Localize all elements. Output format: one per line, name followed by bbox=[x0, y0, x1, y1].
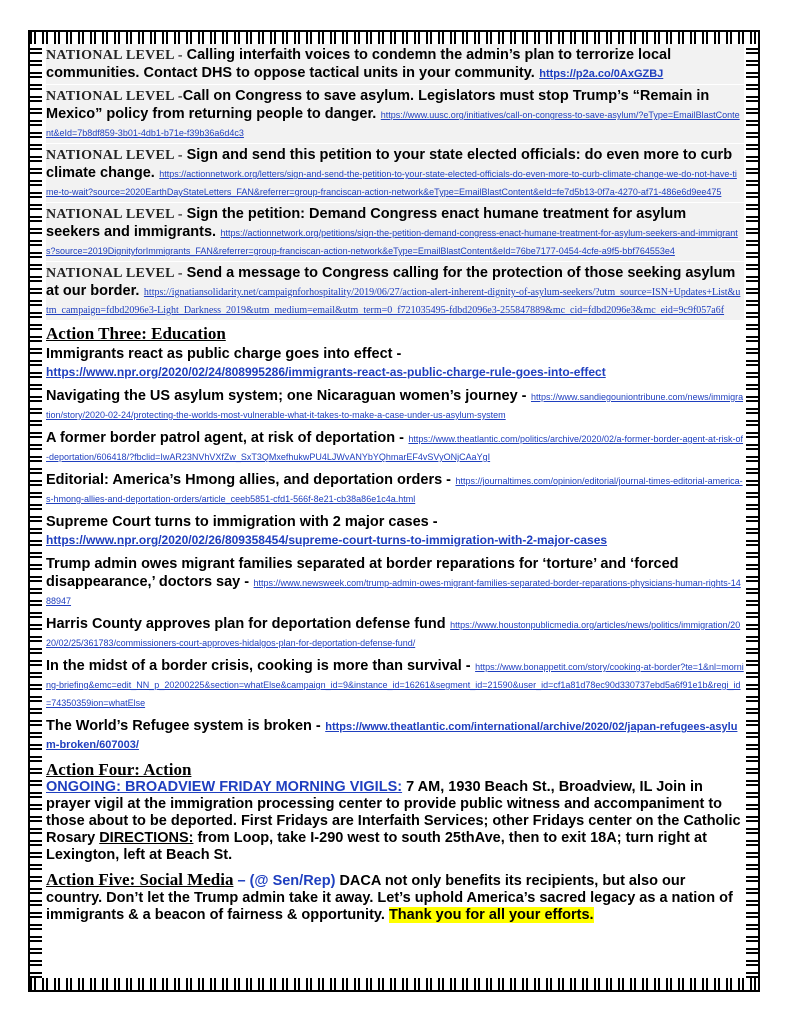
decorative-border-bottom bbox=[30, 978, 758, 990]
national-item-link[interactable]: https://www.uusc.org/initiatives/call-on-congress-to-save-asylum/?eType=EmailBlastContent&eId=7b8df859-3b01-4db1-b71e-f39b36a6d4c3 bbox=[46, 110, 740, 138]
education-item bbox=[46, 427, 744, 469]
national-level-label: NATIONAL LEVEL - bbox=[46, 148, 187, 163]
national-item-text: Sign and send this petition to your state elected officials: do even more to curb climate change. bbox=[46, 147, 733, 181]
education-item bbox=[46, 385, 744, 427]
national-level-label: NATIONAL LEVEL - bbox=[46, 266, 187, 281]
decorative-border-left bbox=[30, 44, 42, 978]
education-item-link[interactable]: https://www.newsweek.com/trump-admin-owes-migrant-families-separated-border-reparations-physicians-human-rights-1488947 bbox=[46, 578, 741, 606]
education-item bbox=[46, 715, 744, 757]
decorative-border-top bbox=[30, 32, 758, 44]
education-item-text: Navigating the US asylum system; one Nicaraguan women’s journey - bbox=[46, 388, 527, 404]
education-item-text: Editorial: America’s Hmong allies, and deportation orders - bbox=[46, 472, 452, 488]
education-item-text: Supreme Court turns to immigration with 2 major cases - bbox=[46, 514, 438, 530]
education-item-link[interactable]: https://www.npr.org/2020/02/24/808995286/immigrants-react-as-public-charge-rule-goes-into-effect bbox=[46, 365, 606, 379]
national-item-text: Send a message to Congress calling for the protection of those seeking asylum at our border. bbox=[46, 265, 736, 299]
national-item bbox=[46, 203, 744, 262]
education-item-text: Harris County approves plan for deportation defense fund bbox=[46, 616, 446, 632]
national-item bbox=[46, 262, 744, 321]
education-item-text: A former border patrol agent, at risk of deportation - bbox=[46, 430, 404, 446]
action-four-heading: Action Four: Action bbox=[46, 760, 192, 779]
action-five-dash: – bbox=[233, 873, 250, 889]
national-level-list bbox=[46, 44, 744, 321]
directions-label: DIRECTIONS: bbox=[99, 830, 194, 846]
education-item-text: The World’s Refugee system is broken - bbox=[46, 718, 321, 734]
national-item-text: Sign the petition: Demand Congress enact humane treatment for asylum seekers and immigrants. bbox=[46, 206, 687, 240]
education-item-link[interactable]: https://www.bonappetit.com/story/cooking-at-border?te=1&nl=morning-briefing&emc=edit_NN_p_20200225&section=whatElse&campaign_id=9&instance_id=16261&segment_id=21590&user_id=cf1a81d78ec90d330737ebd5a6f91e1b&regi_id=74350359ion=whatElse bbox=[46, 662, 744, 708]
education-item-link[interactable]: https://www.houstonpublicmedia.org/articles/news/politics/immigration/2020/02/25/361783/commissioners-court-approves-hidalgos-plan-for-deportation-defense-fund/ bbox=[46, 620, 741, 648]
action-five-paragraph bbox=[46, 870, 744, 924]
action-five-heading: Action Five: Social Media bbox=[46, 870, 234, 889]
vigil-title-link[interactable]: ONGOING: BROADVIEW FRIDAY MORNING VIGILS: bbox=[46, 779, 403, 795]
national-item bbox=[46, 44, 744, 85]
national-item-link[interactable]: https://actionnetwork.org/petitions/sign-the-petition-demand-congress-enact-humane-treatment-for-asylum-seekers-and-immigrants?source=2019DignityforImmigrants_FAN&referrer=group-franciscan-action-network&eType=EmailBlastContent&eId=76be7177-0454-4cfe-a9f5-bbf764553e4 bbox=[46, 228, 738, 256]
education-item bbox=[46, 343, 744, 385]
action-three-heading: Action Three: Education bbox=[46, 324, 226, 343]
national-item-text: Call on Congress to save asylum. Legislators must stop Trump’s “Remain in Mexico” policy from returning people to danger. bbox=[46, 88, 710, 122]
national-item bbox=[46, 85, 744, 144]
national-item-link[interactable]: https://ignatiansolidarity.net/campaignforhospitality/2019/06/27/action-alert-inherent-dignity-of-asylum-seekers/?utm_source=ISN+Updates+List&utm_campaign=fdbd2096e3-Light_Darkness_2019&utm_medium=email&utm_term=0_f721035495-fdbd2096e3-255847889&mc_cid=fdbd2096e3&mc_eid=9c9f057a6f bbox=[46, 287, 741, 316]
decorative-border-right bbox=[746, 44, 758, 978]
vigil-paragraph bbox=[46, 779, 744, 864]
directions-text: from Loop, take I-290 west to south 25thAve, then to exit 18A; turn right at Lexington, left at Beach St. bbox=[46, 830, 707, 863]
national-item-link[interactable]: https://actionnetwork.org/letters/sign-and-send-the-petition-to-your-state-elected-officials-do-even-more-to-curb-climate-change-we-do-not-have-time-to-wait?source=2020EarthDayStateLetters_FAN&referrer=group-franciscan-action-network&eType=EmailBlastContent&eId=fe7d5b13-0f7a-4270-af71-486e6d9ee475 bbox=[46, 169, 737, 197]
vigil-text: 7 AM, 1930 Beach St., Broadview, IL Join in prayer vigil at the immigration processing center to provide public witness and accompaniment to those about to be deported. First Fridays are Interfaith Services; other Fridays center on the Catholic Rosary bbox=[46, 779, 741, 846]
education-item bbox=[46, 655, 744, 715]
education-item bbox=[46, 553, 744, 613]
document-content bbox=[46, 44, 744, 924]
education-item-text: Trump admin owes migrant families separated at border reparations for ‘torture’ and ‘forced disappearance,’ doctors say - bbox=[46, 556, 679, 590]
education-item-link[interactable]: https://www.npr.org/2020/02/26/809358454/supreme-court-turns-to-immigration-with-2-major-cases bbox=[46, 533, 608, 547]
education-item bbox=[46, 511, 744, 553]
national-item bbox=[46, 144, 744, 203]
education-item-link[interactable]: https://www.theatlantic.com/international/archive/2020/02/japan-refugees-asylum-broken/607003/ bbox=[46, 721, 738, 751]
education-item-link[interactable]: https://www.theatlantic.com/politics/archive/2020/02/a-former-border-agent-at-risk-of-deportation/606418/?fbclid=IwAR23NVhVXfZw_SxT3QMxefhukwPU4LJWvANYbYQhmarEF4vSVyONjCAaYgI bbox=[46, 434, 744, 462]
education-item bbox=[46, 469, 744, 511]
education-item-text: In the midst of a border crisis, cooking is more than survival - bbox=[46, 658, 471, 674]
national-level-label: NATIONAL LEVEL - bbox=[46, 48, 187, 63]
national-level-label: NATIONAL LEVEL - bbox=[46, 89, 183, 104]
national-level-label: NATIONAL LEVEL - bbox=[46, 207, 187, 222]
education-item-text: Immigrants react as public charge goes into effect - bbox=[46, 346, 402, 362]
thanks-highlight: Thank you for all your efforts. bbox=[388, 907, 594, 923]
education-item-link[interactable]: https://journaltimes.com/opinion/editorial/journal-times-editorial-america-s-hmong-allies-and-deportation-orders/article_ceeb5851-cfd1-566f-8e21-cb38a86e1c4a.html bbox=[46, 476, 743, 504]
sen-rep-handle: (@ Sen/Rep) bbox=[249, 873, 336, 889]
education-item bbox=[46, 613, 744, 655]
national-item-link[interactable]: https://p2a.co/0AxGZBJ bbox=[539, 68, 664, 80]
education-item-link[interactable]: https://www.sandiegouniontribune.com/news/immigration/story/2020-02-24/protecting-the-worlds-most-vulnerable-what-it-takes-to-make-a-case-under-us-asylum-system bbox=[46, 392, 744, 420]
national-item-text: Calling interfaith voices to condemn the admin’s plan to terrorize local communities. Contact DHS to oppose tactical units in your community. bbox=[46, 47, 672, 81]
action-five-text: DACA not only benefits its recipients, but also our country. Don’t let the Trump admin take it away. Let’s uphold America’s sacred legacy as a nation of immigrants & a beacon of fairness & opportunity. bbox=[46, 873, 733, 923]
education-list bbox=[46, 343, 744, 757]
